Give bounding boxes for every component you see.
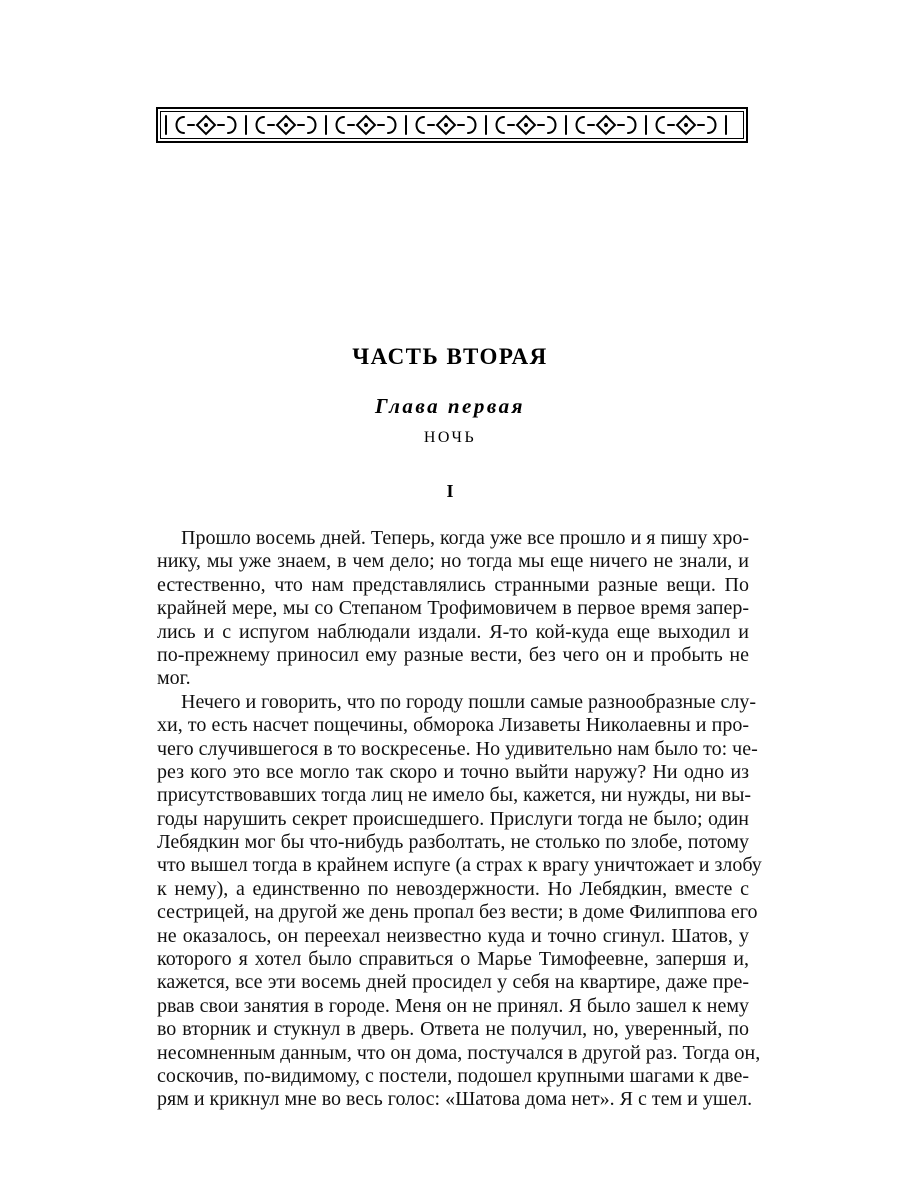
text-line: нику, мы уже знаем, в чем дело; но тогда мы еще ничего не знали, и (157, 550, 749, 573)
text-line: сестрицей, на другой же день пропал без вести; в доме Филиппова его (157, 901, 758, 924)
ornament-motif (257, 116, 327, 134)
text-line: соскочив, по-видимому, с постели, подошел крупными шагами к две- (157, 1064, 749, 1087)
text-line: Нечего и говорить, что по городу пошли самые разнообразные слу- (181, 690, 757, 713)
section-number: I (446, 481, 454, 501)
text-line: чего случившегося в то воскресенье. Но удивительно нам было то: че- (157, 737, 758, 760)
ornament-motif (337, 116, 407, 134)
text-line: присутствовавших тогда лиц не имело бы, кажется, ни нужды, ни вы- (157, 784, 752, 807)
ornament-motif (657, 116, 727, 134)
part-title: ЧАСТЬ ВТОРАЯ (352, 344, 548, 369)
text-line: лись и с испугом наблюдали издали. Я-то кой-куда еще выходил и (157, 620, 749, 643)
text-line: которого я хотел было справиться о Марье Тимофеевне, запершя и, (157, 948, 749, 971)
text-line: рям и крикнул мне во весь голос: «Шатова дома нет». Я с тем и ушел. (157, 1088, 753, 1111)
paragraph (157, 527, 749, 691)
chapter-subtitle: НОЧЬ (423, 429, 477, 446)
chapter-title: Глава первая (375, 394, 525, 418)
body-text (157, 527, 762, 1112)
text-line: крайней мере, мы со Степаном Трофимовичем в первое время запер- (157, 597, 749, 620)
text-line: Прошло восемь дней. Теперь, когда уже все прошло и я пишу хро- (181, 527, 749, 549)
ornament-motif (177, 116, 247, 134)
text-line: во вторник и стукнул в дверь. Ответа не получил, но, уверенный, по (157, 1018, 749, 1041)
text-line: годы нарушить секрет происшедшего. Прислуги тогда не было; один (157, 807, 749, 830)
ornament-motif (577, 116, 647, 134)
text-line: кажется, все эти восемь дней просидел у себя на квартире, даже пре- (157, 971, 749, 994)
text-line: хи, то есть насчет пощечины, обморока Лизаветы Николаевны и про- (157, 714, 749, 737)
text-line: мог. (157, 667, 191, 690)
decorative-border-ornament (156, 107, 748, 143)
paragraph (157, 690, 762, 1112)
text-line: не оказалось, он переехал неизвестно куда и точно сгинул. Шатов, у (157, 924, 749, 947)
text-line: по-прежнему приносил ему разные вести, без чего он и пробыть не (157, 643, 749, 666)
text-line: что вышел тогда в крайнем испуге (а страх к врагу уничтожает и злобу (157, 854, 762, 877)
text-line: несомненным данным, что он дома, постучался в другой раз. Тогда он, (157, 1041, 761, 1064)
ornament-motif (497, 116, 567, 134)
text-line: рвав свои занятия в городе. Меня он не принял. Я было зашел к нему (157, 994, 749, 1017)
text-line: к нему), а единственно по невоздержности. Но Лебядкин, вместе с (157, 877, 749, 900)
text-line: естественно, что нам представлялись странными разные вещи. По (157, 573, 749, 596)
ornament-motif (417, 116, 487, 134)
text-line: рез кого это все могло так скоро и точно выйти наружу? Ни одно из (157, 760, 749, 783)
text-line: Лебядкин мог бы что-нибудь разболтать, не столько по злобе, потому (157, 831, 749, 854)
